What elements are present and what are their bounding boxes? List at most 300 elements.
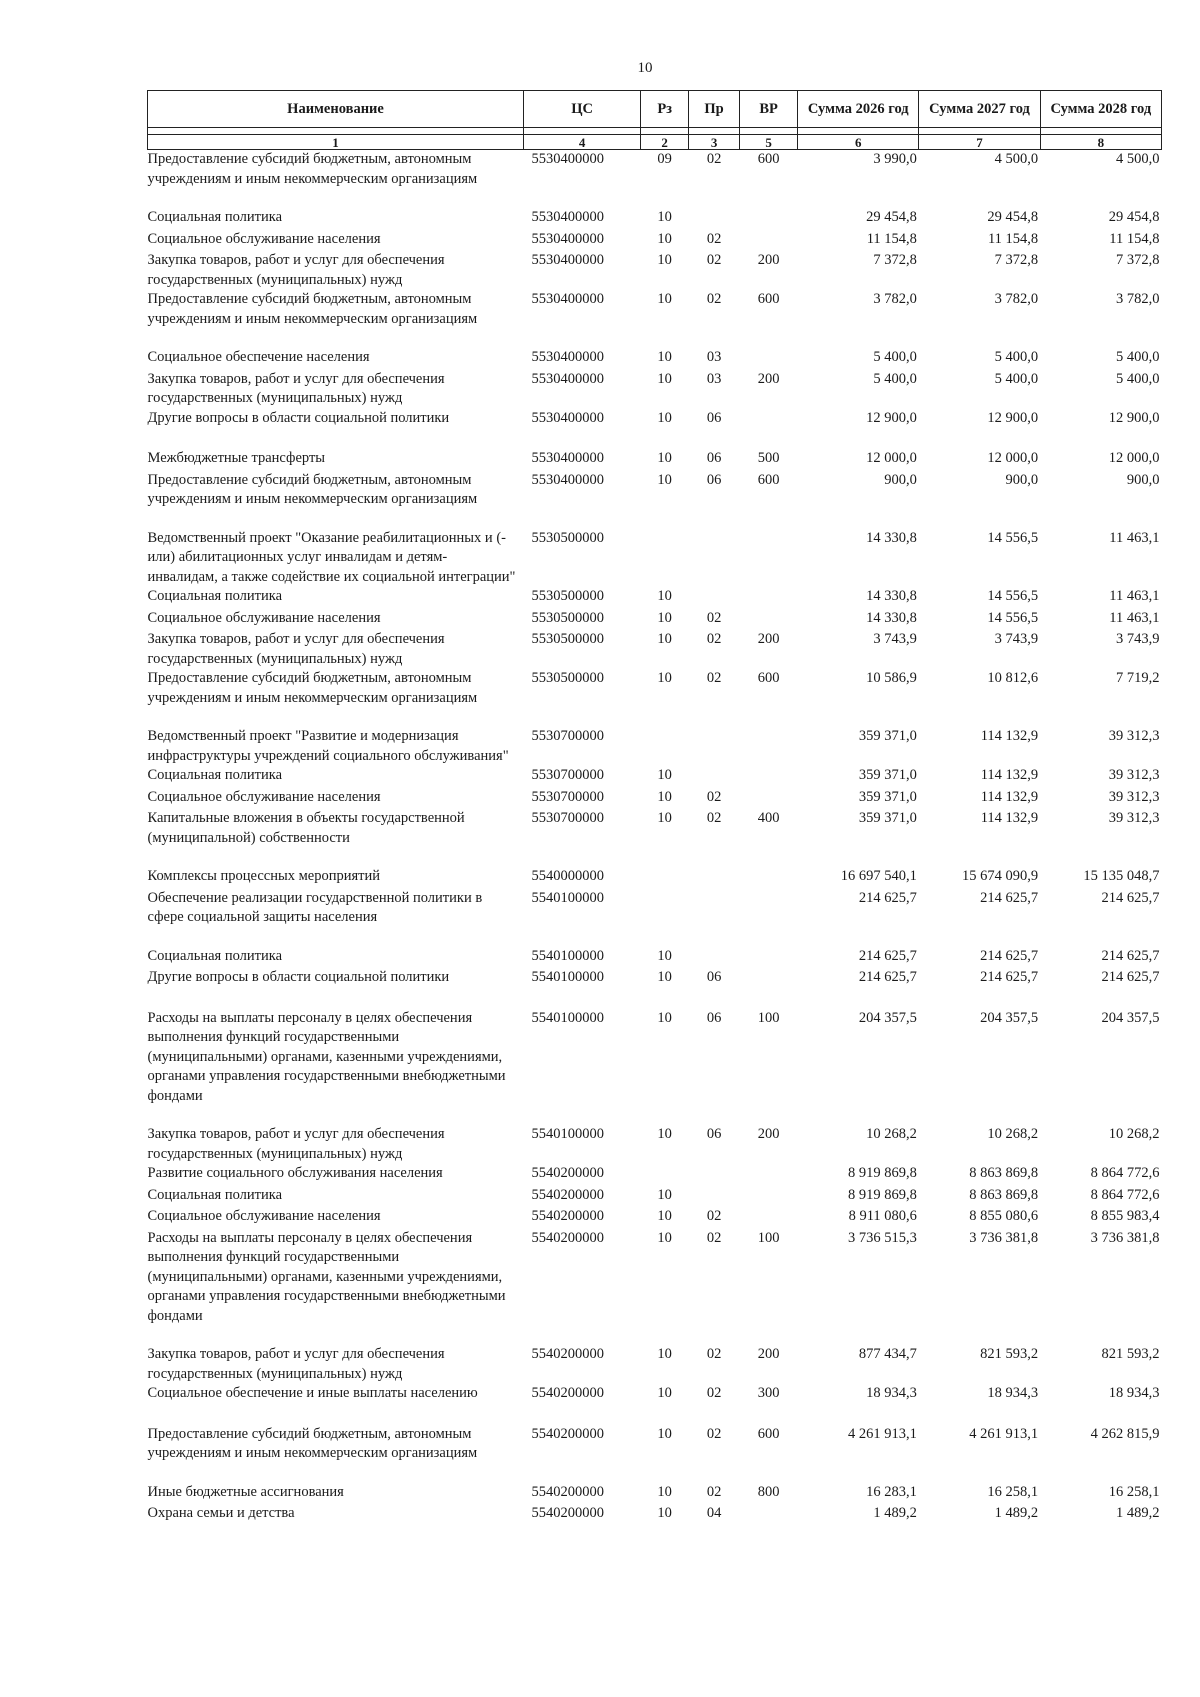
table-row bbox=[148, 727, 1162, 766]
table-row bbox=[148, 150, 1162, 209]
row-sum-2028: 204 357,5 bbox=[1101, 1009, 1160, 1026]
row-vr bbox=[740, 529, 798, 588]
row-sum-2028: 214 625,7 bbox=[1101, 947, 1160, 964]
row-vr bbox=[740, 889, 798, 947]
row-sum-2027: 8 855 080,6 bbox=[969, 1208, 1039, 1224]
row-sum-2027: 15 674 090,9 bbox=[962, 868, 1039, 884]
row-rz: 10 bbox=[657, 291, 672, 307]
row-sum-2027: 3 743,9 bbox=[994, 631, 1039, 647]
row-sum-2028: 214 625,7 bbox=[1101, 969, 1160, 985]
table-row bbox=[148, 1483, 1162, 1505]
row-sum-2028: 10 268,2 bbox=[1108, 1126, 1160, 1142]
row-pr: 06 bbox=[706, 471, 722, 488]
row-sum-2027: 114 132,9 bbox=[980, 788, 1039, 805]
row-name: Расходы на выплаты персоналу в целях обеспечения выполнения функций государственными (муниципальными) органами, казенными учреждениями, органами управления государственными внебюджетными фондами bbox=[147, 1229, 506, 1324]
table-row bbox=[148, 947, 1162, 969]
row-rz: 10 bbox=[657, 1186, 672, 1203]
row-rz bbox=[641, 1164, 689, 1186]
row-name: Социальное обеспечение и иные выплаты населению bbox=[147, 1385, 478, 1401]
row-rz: 10 bbox=[657, 670, 672, 686]
row-vr bbox=[740, 587, 798, 609]
row-sum-2026: 3 990,0 bbox=[873, 151, 917, 167]
row-sum-2027: 4 261 913,1 bbox=[969, 1425, 1039, 1442]
row-sum-2026: 18 934,3 bbox=[866, 1385, 917, 1401]
row-name: Закупка товаров, работ и услуг для обеспечения государственных (муниципальных) нужд bbox=[147, 252, 445, 288]
row-name: Комплексы процессных мероприятий bbox=[147, 868, 380, 884]
row-sum-2026: 14 330,8 bbox=[866, 529, 917, 546]
row-vr bbox=[740, 766, 798, 788]
row-name: Социальная политика bbox=[147, 209, 283, 225]
row-vr: 200 bbox=[757, 1346, 780, 1362]
row-sum-2028: 8 855 983,4 bbox=[1090, 1208, 1160, 1224]
table-row bbox=[148, 1164, 1162, 1186]
row-pr: 02 bbox=[706, 1483, 722, 1500]
row-rz: 10 bbox=[657, 1346, 672, 1362]
row-name: Социальное обслуживание населения bbox=[147, 230, 381, 247]
table-row bbox=[148, 370, 1162, 409]
row-sum-2026: 16 697 540,1 bbox=[840, 868, 917, 884]
row-cs: 5530400000 bbox=[531, 252, 605, 268]
row-rz bbox=[641, 889, 689, 947]
row-sum-2026: 12 000,0 bbox=[866, 450, 917, 466]
row-pr: 06 bbox=[706, 969, 722, 985]
table-row bbox=[148, 788, 1162, 810]
row-pr: 02 bbox=[706, 151, 722, 167]
row-sum-2026: 359 371,0 bbox=[858, 767, 917, 783]
row-sum-2026: 214 625,7 bbox=[858, 969, 917, 985]
row-sum-2026: 5 400,0 bbox=[873, 349, 917, 365]
row-sum-2028: 7 372,8 bbox=[1116, 252, 1160, 268]
row-sum-2027: 18 934,3 bbox=[987, 1385, 1039, 1401]
row-sum-2028: 8 864 772,6 bbox=[1090, 1186, 1160, 1203]
row-vr: 400 bbox=[757, 810, 780, 826]
row-rz: 10 bbox=[657, 1425, 672, 1442]
row-cs: 5530700000 bbox=[531, 788, 605, 805]
row-sum-2027: 114 132,9 bbox=[980, 767, 1039, 783]
row-sum-2027: 3 736 381,8 bbox=[969, 1229, 1039, 1246]
row-rz bbox=[641, 529, 689, 588]
row-sum-2028: 7 719,2 bbox=[1116, 670, 1160, 686]
row-vr: 200 bbox=[757, 631, 780, 647]
row-cs: 5530400000 bbox=[531, 370, 605, 387]
row-sum-2027: 10 812,6 bbox=[987, 670, 1039, 686]
row-sum-2027: 8 863 869,8 bbox=[969, 1186, 1039, 1203]
row-name: Социальная политика bbox=[147, 947, 283, 964]
row-rz: 10 bbox=[657, 349, 672, 365]
row-sum-2026: 10 586,9 bbox=[866, 670, 917, 686]
row-vr bbox=[740, 1164, 798, 1186]
row-vr bbox=[740, 727, 798, 766]
row-sum-2028: 5 400,0 bbox=[1116, 370, 1160, 387]
row-pr: 02 bbox=[706, 1425, 722, 1442]
row-rz bbox=[641, 867, 689, 889]
column-number: 8 bbox=[1040, 135, 1161, 150]
row-sum-2026: 11 154,8 bbox=[866, 230, 917, 247]
row-cs: 5530400000 bbox=[531, 151, 605, 167]
row-sum-2026: 359 371,0 bbox=[858, 788, 917, 805]
row-rz: 10 bbox=[657, 230, 672, 247]
row-sum-2027: 14 556,5 bbox=[987, 609, 1039, 626]
row-pr: 03 bbox=[706, 370, 722, 387]
column-number: 1 bbox=[148, 135, 524, 150]
row-pr: 02 bbox=[706, 230, 722, 247]
row-name: Предоставление субсидий бюджетным, автономным учреждениям и иным некоммерческим организациям bbox=[147, 151, 478, 187]
row-vr: 600 bbox=[757, 291, 780, 307]
header-pr: Пр bbox=[689, 91, 740, 128]
row-sum-2028: 900,0 bbox=[1126, 471, 1160, 488]
row-name: Межбюджетные трансферты bbox=[147, 450, 326, 466]
row-pr: 06 bbox=[706, 450, 722, 466]
row-name: Социальная политика bbox=[147, 1186, 283, 1203]
row-vr: 100 bbox=[757, 1229, 780, 1246]
row-sum-2026: 14 330,8 bbox=[866, 588, 917, 604]
row-cs: 5540100000 bbox=[531, 889, 605, 906]
table-row bbox=[148, 809, 1162, 867]
row-name: Закупка товаров, работ и услуг для обеспечения государственных (муниципальных) нужд bbox=[147, 1126, 445, 1162]
table-row bbox=[148, 409, 1162, 450]
row-rz: 10 bbox=[657, 810, 672, 826]
row-sum-2028: 11 463,1 bbox=[1109, 588, 1160, 604]
table-row bbox=[148, 1125, 1162, 1164]
row-cs: 5540100000 bbox=[531, 969, 605, 985]
row-rz: 10 bbox=[657, 370, 672, 387]
row-cs: 5530400000 bbox=[531, 349, 605, 365]
row-rz: 10 bbox=[657, 1208, 672, 1224]
row-sum-2027: 8 863 869,8 bbox=[969, 1165, 1039, 1181]
row-vr: 600 bbox=[757, 471, 780, 488]
row-sum-2026: 3 736 515,3 bbox=[848, 1229, 917, 1246]
row-sum-2027: 4 500,0 bbox=[994, 151, 1039, 167]
row-vr: 200 bbox=[757, 1126, 780, 1142]
row-pr: 02 bbox=[706, 1229, 722, 1246]
row-name: Предоставление субсидий бюджетным, автономным учреждениям и иным некоммерческим организациям bbox=[147, 1425, 478, 1461]
row-vr: 200 bbox=[757, 370, 780, 387]
row-sum-2028: 18 934,3 bbox=[1108, 1385, 1160, 1401]
row-pr bbox=[689, 1164, 740, 1186]
row-sum-2026: 877 434,7 bbox=[858, 1346, 917, 1362]
row-sum-2026: 359 371,0 bbox=[858, 728, 917, 744]
row-sum-2026: 29 454,8 bbox=[866, 209, 917, 225]
row-sum-2027: 12 900,0 bbox=[987, 409, 1039, 426]
row-pr: 06 bbox=[706, 1126, 722, 1142]
row-sum-2026: 214 625,7 bbox=[858, 947, 917, 964]
table-row bbox=[148, 587, 1162, 609]
row-sum-2028: 3 736 381,8 bbox=[1090, 1229, 1160, 1246]
table-row bbox=[148, 449, 1162, 471]
column-number: 3 bbox=[689, 135, 740, 150]
row-sum-2027: 12 000,0 bbox=[987, 450, 1039, 466]
row-sum-2026: 12 900,0 bbox=[866, 409, 917, 426]
row-pr bbox=[689, 1186, 740, 1208]
row-name: Закупка товаров, работ и услуг для обеспечения государственных (муниципальных) нужд bbox=[147, 631, 445, 667]
row-sum-2026: 204 357,5 bbox=[858, 1009, 917, 1026]
table-row bbox=[148, 630, 1162, 669]
row-pr: 02 bbox=[706, 810, 722, 826]
row-cs: 5530700000 bbox=[531, 767, 605, 783]
row-sum-2026: 7 372,8 bbox=[873, 252, 917, 268]
row-sum-2026: 3 782,0 bbox=[873, 291, 917, 307]
row-sum-2027: 214 625,7 bbox=[980, 947, 1039, 964]
row-sum-2026: 8 919 869,8 bbox=[848, 1186, 917, 1203]
row-pr bbox=[689, 587, 740, 609]
row-sum-2027: 214 625,7 bbox=[980, 969, 1039, 985]
row-sum-2027: 29 454,8 bbox=[987, 209, 1039, 225]
row-cs: 5540200000 bbox=[531, 1165, 605, 1181]
row-pr bbox=[689, 947, 740, 969]
row-sum-2027: 900,0 bbox=[1005, 471, 1039, 488]
row-sum-2028: 12 000,0 bbox=[1108, 450, 1160, 466]
row-sum-2028: 8 864 772,6 bbox=[1090, 1165, 1160, 1181]
row-sum-2027: 3 782,0 bbox=[994, 291, 1039, 307]
table-row bbox=[148, 1384, 1162, 1425]
row-sum-2028: 214 625,7 bbox=[1101, 889, 1160, 906]
row-cs: 5530700000 bbox=[531, 728, 605, 744]
row-sum-2027: 821 593,2 bbox=[980, 1346, 1039, 1362]
row-sum-2026: 16 283,1 bbox=[866, 1483, 917, 1500]
row-pr: 03 bbox=[706, 349, 722, 365]
row-rz: 10 bbox=[657, 409, 672, 426]
row-rz: 10 bbox=[657, 450, 672, 466]
row-rz: 10 bbox=[657, 588, 672, 604]
row-name: Социальное обслуживание населения bbox=[147, 1208, 381, 1224]
header-cs: ЦС bbox=[524, 91, 641, 128]
row-cs: 5540200000 bbox=[531, 1385, 605, 1401]
row-pr: 02 bbox=[706, 788, 722, 805]
row-vr: 800 bbox=[757, 1483, 780, 1500]
row-rz: 10 bbox=[657, 1009, 672, 1026]
row-pr bbox=[689, 529, 740, 588]
row-rz: 10 bbox=[657, 631, 672, 647]
table-row bbox=[148, 968, 1162, 1009]
table-row bbox=[148, 471, 1162, 529]
row-sum-2026: 14 330,8 bbox=[866, 609, 917, 626]
row-sum-2027: 10 268,2 bbox=[987, 1126, 1039, 1142]
column-number: 2 bbox=[641, 135, 689, 150]
page-number: 10 bbox=[637, 60, 653, 76]
row-sum-2028: 11 463,1 bbox=[1109, 529, 1160, 546]
header-sum-2027: Сумма 2027 год bbox=[919, 91, 1040, 128]
row-sum-2028: 4 262 815,9 bbox=[1090, 1425, 1160, 1442]
row-cs: 5540100000 bbox=[531, 947, 605, 964]
row-sum-2026: 1 489,2 bbox=[873, 1505, 917, 1521]
row-cs: 5540100000 bbox=[531, 1009, 605, 1026]
table-row bbox=[148, 1345, 1162, 1384]
budget-table bbox=[147, 90, 1162, 1526]
row-name: Ведомственный проект "Развитие и модернизация инфраструктуры учреждений социального обслуживания" bbox=[147, 728, 509, 764]
column-number: 7 bbox=[919, 135, 1040, 150]
row-sum-2028: 12 900,0 bbox=[1108, 409, 1160, 426]
row-pr bbox=[689, 867, 740, 889]
row-cs: 5540200000 bbox=[531, 1505, 605, 1521]
table-row bbox=[148, 348, 1162, 370]
row-sum-2026: 8 919 869,8 bbox=[848, 1165, 917, 1181]
row-vr bbox=[740, 867, 798, 889]
row-sum-2026: 10 268,2 bbox=[866, 1126, 917, 1142]
row-vr bbox=[740, 968, 798, 1009]
header-vr: ВР bbox=[740, 91, 798, 128]
row-name: Иные бюджетные ассигнования bbox=[147, 1483, 344, 1500]
row-name: Социальная политика bbox=[147, 767, 283, 783]
row-cs: 5530500000 bbox=[531, 588, 605, 604]
table-row bbox=[148, 867, 1162, 889]
row-vr: 600 bbox=[757, 1425, 780, 1442]
row-cs: 5530500000 bbox=[531, 609, 605, 626]
row-vr bbox=[740, 1186, 798, 1208]
row-sum-2027: 14 556,5 bbox=[987, 588, 1039, 604]
row-pr: 02 bbox=[706, 291, 722, 307]
row-vr bbox=[740, 1207, 798, 1229]
row-sum-2027: 1 489,2 bbox=[994, 1505, 1039, 1521]
row-name: Социальная политика bbox=[147, 588, 283, 604]
row-rz: 10 bbox=[657, 252, 672, 268]
row-rz: 10 bbox=[657, 1483, 672, 1500]
row-cs: 5530500000 bbox=[531, 631, 605, 647]
row-name: Охрана семьи и детства bbox=[147, 1505, 295, 1521]
row-pr: 02 bbox=[706, 609, 722, 626]
row-cs: 5540100000 bbox=[531, 1126, 605, 1142]
column-number: 5 bbox=[740, 135, 798, 150]
row-name: Социальное обеспечение населения bbox=[147, 349, 370, 365]
row-rz: 10 bbox=[657, 209, 672, 225]
row-vr: 500 bbox=[757, 450, 780, 466]
row-cs: 5540200000 bbox=[531, 1346, 605, 1362]
row-vr bbox=[740, 788, 798, 810]
row-cs: 5530700000 bbox=[531, 810, 605, 826]
row-pr: 06 bbox=[706, 1009, 722, 1026]
table-row bbox=[148, 290, 1162, 348]
row-rz: 10 bbox=[657, 471, 672, 488]
row-vr bbox=[740, 1504, 798, 1526]
row-sum-2027: 11 154,8 bbox=[987, 230, 1039, 247]
row-sum-2028: 16 258,1 bbox=[1108, 1483, 1160, 1500]
row-sum-2027: 7 372,8 bbox=[994, 252, 1039, 268]
row-cs: 5530400000 bbox=[531, 450, 605, 466]
row-rz: 10 bbox=[657, 767, 672, 783]
row-name: Предоставление субсидий бюджетным, автономным учреждениям и иным некоммерческим организациям bbox=[147, 471, 478, 507]
row-sum-2027: 114 132,9 bbox=[980, 810, 1039, 826]
table-row bbox=[148, 889, 1162, 947]
table-row bbox=[148, 669, 1162, 727]
row-cs: 5540200000 bbox=[531, 1186, 605, 1203]
row-sum-2028: 5 400,0 bbox=[1116, 349, 1160, 365]
row-sum-2028: 39 312,3 bbox=[1108, 728, 1160, 744]
row-pr bbox=[689, 208, 740, 230]
row-pr: 02 bbox=[706, 1346, 722, 1362]
row-rz: 10 bbox=[657, 947, 672, 964]
row-rz: 10 bbox=[657, 788, 672, 805]
row-pr bbox=[689, 727, 740, 766]
row-vr bbox=[740, 409, 798, 450]
row-vr bbox=[740, 230, 798, 252]
row-pr: 04 bbox=[706, 1505, 722, 1521]
row-sum-2028: 4 500,0 bbox=[1116, 151, 1160, 167]
row-rz bbox=[641, 727, 689, 766]
row-vr: 200 bbox=[757, 252, 780, 268]
row-vr bbox=[740, 348, 798, 370]
row-sum-2027: 204 357,5 bbox=[980, 1009, 1039, 1026]
row-sum-2027: 114 132,9 bbox=[980, 728, 1039, 744]
row-rz: 10 bbox=[657, 1385, 672, 1401]
row-sum-2026: 8 911 080,6 bbox=[848, 1208, 917, 1224]
row-pr bbox=[689, 766, 740, 788]
row-cs: 5530400000 bbox=[531, 291, 605, 307]
row-sum-2028: 1 489,2 bbox=[1116, 1505, 1160, 1521]
row-rz: 10 bbox=[657, 1505, 672, 1521]
row-sum-2028: 821 593,2 bbox=[1101, 1346, 1160, 1362]
row-sum-2027: 5 400,0 bbox=[994, 349, 1039, 365]
row-name: Социальное обслуживание населения bbox=[147, 609, 381, 626]
table-row bbox=[148, 1504, 1162, 1526]
row-cs: 5540200000 bbox=[531, 1208, 605, 1224]
row-name: Другие вопросы в области социальной политики bbox=[147, 409, 450, 426]
table-row bbox=[148, 251, 1162, 290]
row-sum-2028: 39 312,3 bbox=[1108, 788, 1160, 805]
row-vr: 600 bbox=[757, 151, 780, 167]
row-pr: 02 bbox=[706, 631, 722, 647]
table-header-row bbox=[148, 91, 1162, 128]
table-row bbox=[148, 1186, 1162, 1208]
row-cs: 5530400000 bbox=[531, 471, 605, 488]
header-sum-2028: Сумма 2028 год bbox=[1040, 91, 1161, 128]
row-sum-2028: 29 454,8 bbox=[1108, 209, 1160, 225]
row-pr: 06 bbox=[706, 409, 722, 426]
column-number-row bbox=[148, 135, 1162, 150]
row-cs: 5540000000 bbox=[531, 868, 605, 884]
row-sum-2027: 16 258,1 bbox=[987, 1483, 1039, 1500]
table-row bbox=[148, 609, 1162, 631]
table-row bbox=[148, 1207, 1162, 1229]
row-pr: 02 bbox=[706, 252, 722, 268]
table-row bbox=[148, 1425, 1162, 1483]
row-sum-2026: 5 400,0 bbox=[873, 370, 917, 387]
row-pr: 02 bbox=[706, 1208, 722, 1224]
header-rz: Рз bbox=[641, 91, 689, 128]
row-cs: 5530500000 bbox=[531, 670, 605, 686]
row-vr bbox=[740, 947, 798, 969]
row-rz: 10 bbox=[657, 609, 672, 626]
row-name: Закупка товаров, работ и услуг для обеспечения государственных (муниципальных) нужд bbox=[147, 1346, 445, 1382]
row-sum-2028: 39 312,3 bbox=[1108, 767, 1160, 783]
row-pr: 02 bbox=[706, 1385, 722, 1401]
row-rz: 10 bbox=[657, 969, 672, 985]
table-row bbox=[148, 208, 1162, 230]
row-vr bbox=[740, 208, 798, 230]
header-sum-2026: Сумма 2026 год bbox=[798, 91, 919, 128]
row-sum-2028: 11 463,1 bbox=[1109, 609, 1160, 626]
row-sum-2026: 3 743,9 bbox=[873, 631, 917, 647]
row-name: Закупка товаров, работ и услуг для обеспечения государственных (муниципальных) нужд bbox=[147, 370, 445, 406]
row-vr: 300 bbox=[757, 1385, 780, 1401]
row-name: Капитальные вложения в объекты государственной (муниципальной) собственности bbox=[147, 810, 465, 846]
row-sum-2028: 3 743,9 bbox=[1116, 631, 1160, 647]
row-name: Предоставление субсидий бюджетным, автономным учреждениям и иным некоммерческим организациям bbox=[147, 291, 478, 327]
row-cs: 5530400000 bbox=[531, 209, 605, 225]
row-pr: 02 bbox=[706, 670, 722, 686]
table-body bbox=[148, 150, 1162, 1526]
row-name: Другие вопросы в области социальной политики bbox=[147, 969, 450, 985]
row-sum-2028: 11 154,8 bbox=[1109, 230, 1160, 247]
row-pr bbox=[689, 889, 740, 947]
row-sum-2028: 3 782,0 bbox=[1116, 291, 1160, 307]
row-vr bbox=[740, 609, 798, 631]
row-cs: 5530500000 bbox=[531, 529, 605, 546]
column-number: 6 bbox=[798, 135, 919, 150]
row-rz: 10 bbox=[657, 1229, 672, 1246]
row-name: Расходы на выплаты персоналу в целях обеспечения выполнения функций государственными (муниципальными) органами, казенными учреждениями, органами управления государственными внебюджетными фондами bbox=[147, 1009, 506, 1104]
table-row bbox=[148, 230, 1162, 252]
row-vr: 600 bbox=[757, 670, 780, 686]
header-name: Наименование bbox=[148, 91, 524, 128]
